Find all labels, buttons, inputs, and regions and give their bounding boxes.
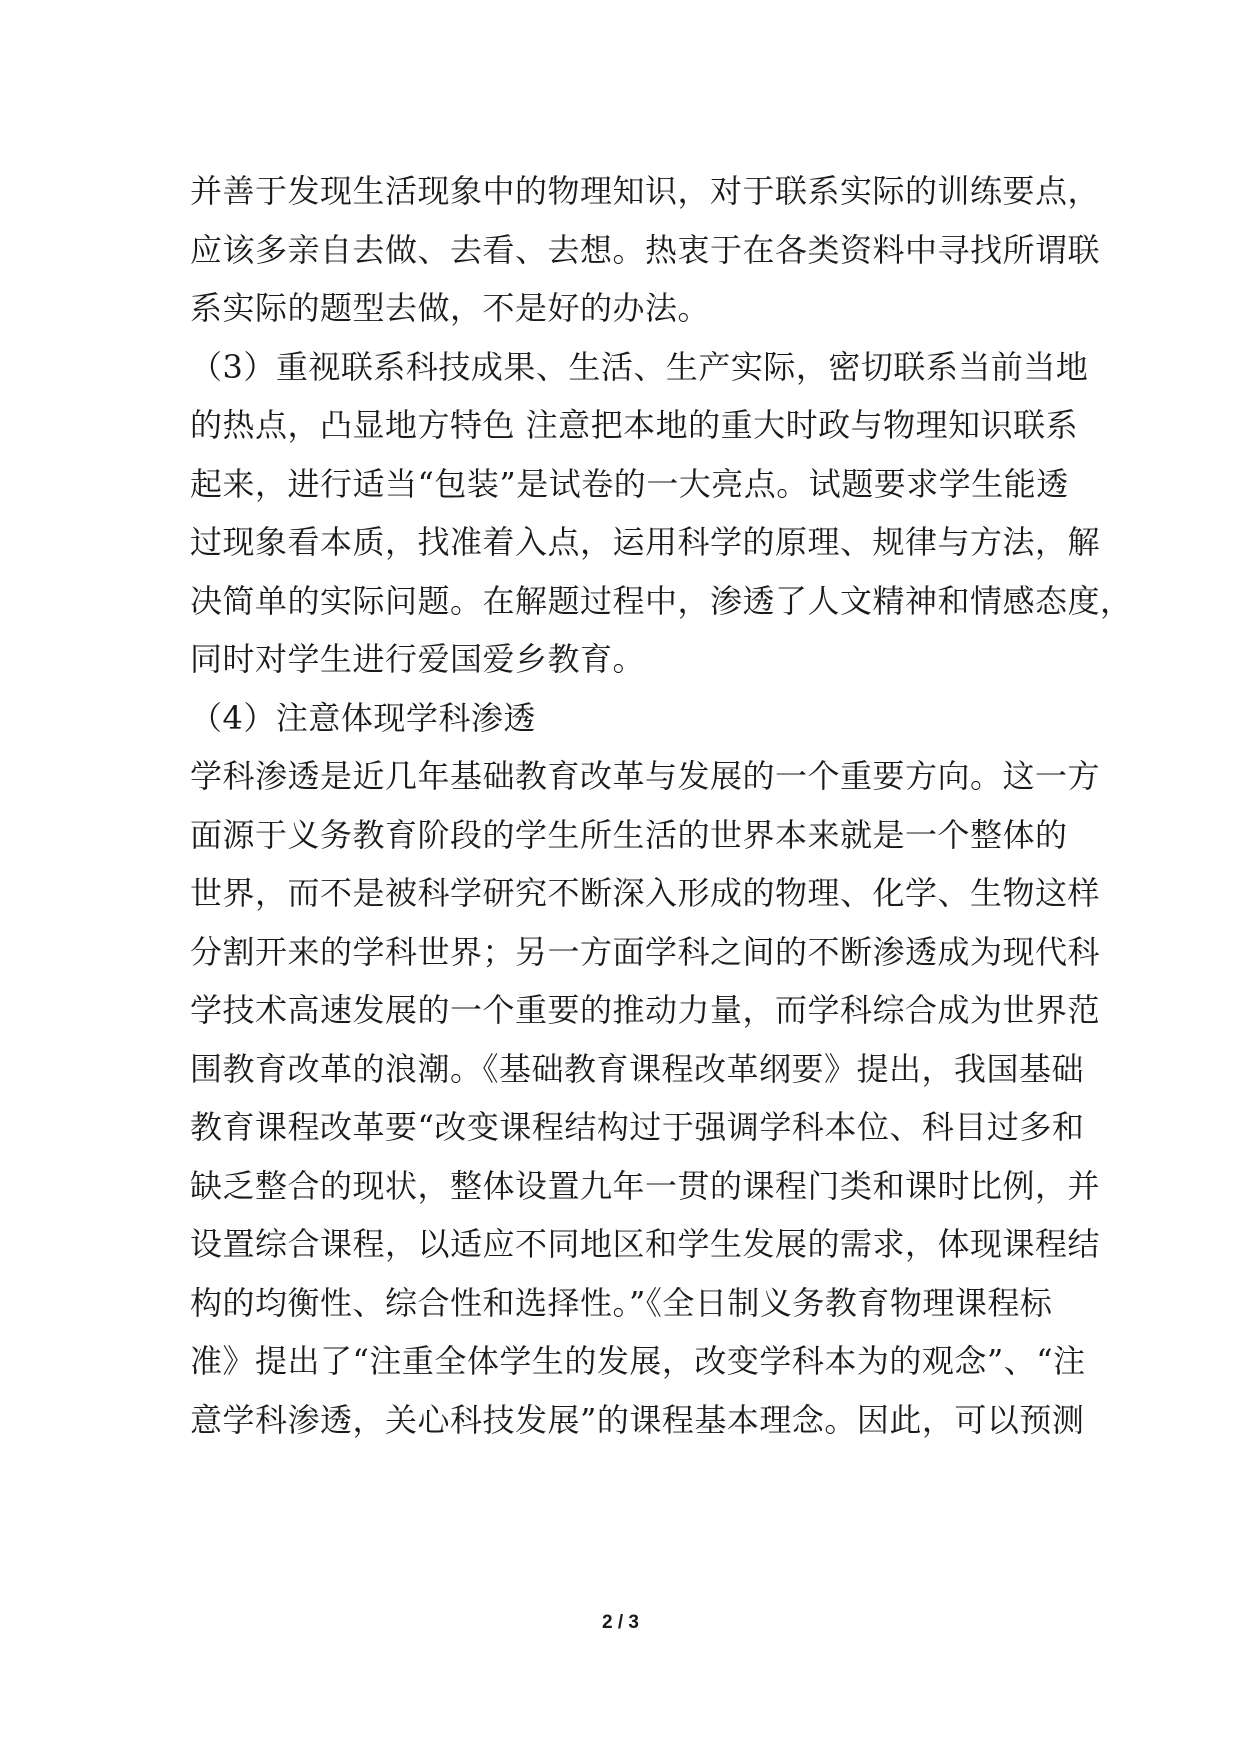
text-line: 学科渗透是近几年基础教育改革与发展的一个重要方向。这一方 — [190, 757, 1101, 795]
text-line: 教育课程改革要“改变课程结构过于强调学科本位、科目过多和 — [190, 1108, 1085, 1146]
text-line: 系实际的题型去做，不是好的办法。 — [190, 289, 711, 327]
text-line: 的热点，凸显地方特色 注意把本地的重大时政与物理知识联系 — [190, 406, 1079, 444]
text-line: 过现象看本质，找准着入点，运用科学的原理、规律与方法，解 — [190, 523, 1101, 561]
text-line: 起来，进行适当“包装”是试卷的一大亮点。试题要求学生能透 — [190, 464, 1069, 503]
text-line: 世界，而不是被科学研究不断深入形成的物理、化学、生物这样 — [190, 874, 1101, 912]
text-line: 意学科渗透，关心科技发展”的课程基本理念。因此，可以预测 — [190, 1400, 1085, 1439]
text-line: 缺乏整合的现状，整体设置九年一贯的课程门类和课时比例，并 — [190, 1166, 1101, 1205]
text-line: 准》提出了“注重全体学生的发展，改变学科本为的观念”、“注 — [190, 1342, 1086, 1380]
text-line: 并善于发现生活现象中的物理知识，对于联系实际的训练要点， — [190, 172, 1101, 210]
text-line: 决简单的实际问题。在解题过程中，渗透了人文精神和情感态度， — [190, 581, 1133, 620]
text-line: （3）重视联系科技成果、生活、生产实际，密切联系当前当地 — [190, 347, 1089, 386]
page-number: 2 / 3 — [602, 1612, 639, 1633]
text-line: 学技术高速发展的一个重要的推动力量，而学科综合成为世界范 — [190, 991, 1101, 1029]
text-line: 设置综合课程，以适应不同地区和学生发展的需求，体现课程结 — [190, 1225, 1101, 1263]
text-line: 同时对学生进行爱国爱乡教育。 — [190, 640, 646, 678]
text-line: 分割开来的学科世界；另一方面学科之间的不断渗透成为现代科 — [190, 932, 1101, 971]
body-text — [190, 162, 1133, 1449]
text-line: 构的均衡性、综合性和选择性。”《全日制义务教育物理课程标 — [190, 1283, 1053, 1322]
text-line: 面源于义务教育阶段的学生所生活的世界本来就是一个整体的 — [190, 815, 1068, 854]
text-line: 围教育改革的浪潮。《基础教育课程改革纲要》提出，我国基础 — [190, 1049, 1085, 1088]
text-line: （4）注意体现学科渗透 — [190, 698, 536, 737]
text-line: 应该多亲自去做、去看、去想。热衷于在各类资料中寻找所谓联 — [190, 230, 1101, 269]
